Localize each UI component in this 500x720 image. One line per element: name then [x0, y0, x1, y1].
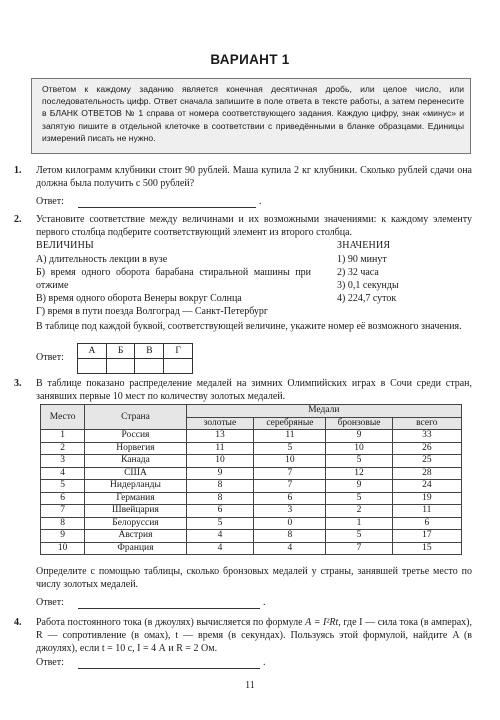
cell-bronze: 5 [326, 455, 392, 468]
task1-number: 1. [14, 165, 22, 176]
instructions-box: Ответом к каждому заданию является конечная десятичная дробь, или целое число, или последовательность цифр. Ответ сначала запишите в поле ответа в тексте работы, а затем перенесите в БЛАНК ОТВЕТОВ № 1 справа от номера соответствующего задания. Каждую цифру, знак «минус» и запятую пишите в отдельной клеточке в соответствии с приведёнными в бланке образцами. Единицы измерений писать не нужно. [31, 78, 471, 154]
cell-silver: 3 [254, 505, 326, 518]
cell-total: 19 [392, 492, 461, 505]
table-row [41, 455, 462, 468]
task3-answer-field[interactable] [78, 608, 260, 609]
table-row [41, 442, 462, 455]
task2-answer-label: Ответ: [36, 352, 64, 363]
cell-bronze: 10 [326, 442, 392, 455]
cell-silver: 7 [254, 480, 326, 493]
cell-bronze: 5 [326, 530, 392, 543]
cell-silver: 5 [254, 442, 326, 455]
cell-total: 15 [392, 542, 461, 555]
cell-gold: 10 [186, 455, 254, 468]
task4-answer-field[interactable] [78, 668, 260, 669]
cell-country: США [85, 467, 186, 480]
task2-number: 2. [14, 214, 22, 225]
table-row [41, 530, 462, 543]
cell-country: Нидерланды [85, 480, 186, 493]
medal-table [40, 404, 462, 555]
cell-gold: 6 [186, 505, 254, 518]
task4-number: 4. [14, 617, 22, 628]
cell-gold: 11 [186, 442, 254, 455]
grid-letter-g: Г [164, 344, 193, 359]
cell-country: Белоруссия [85, 517, 186, 530]
task1-text: Летом килограмм клубники стоит 90 рублей. Маша купила 2 кг клубники. Сколько рублей сдачи она должна была получить с 500 рублей? [36, 165, 472, 189]
task1-answer-field[interactable] [78, 207, 256, 208]
variant-title: ВАРИАНТ 1 [210, 52, 290, 67]
page-number: 11 [245, 680, 255, 691]
cell-gold: 8 [186, 492, 254, 505]
cell-total: 24 [392, 480, 461, 493]
task1-answer-dot: . [259, 196, 262, 207]
cell-gold: 9 [186, 467, 254, 480]
task3-answer-dot: . [263, 597, 266, 608]
cell-place: 8 [41, 517, 85, 530]
table-row [41, 517, 462, 530]
task2-note: В таблице под каждой буквой, соответствующей величине, укажите номер её возможного значения. [36, 321, 462, 332]
task3-text: В таблице показано распределение медалей на зимних Олимпийских играх в Сочи среди стран, занявших первые 10 мест по количеству золотых медалей. [36, 378, 472, 402]
value-item-2: 2) 32 часа [337, 267, 379, 278]
table-row [41, 480, 462, 493]
task4-answer-label: Ответ: [36, 657, 64, 668]
header-place: Место [41, 405, 85, 430]
task4-text-a: Работа постоянного тока (в джоулях) вычисляется по формуле [36, 617, 303, 628]
cell-country: Канада [85, 455, 186, 468]
task3-number: 3. [14, 378, 22, 389]
grid-letter-v: В [135, 344, 164, 359]
cell-country: Россия [85, 430, 186, 443]
cell-silver: 6 [254, 492, 326, 505]
cell-country: Германия [85, 492, 186, 505]
table-row [41, 505, 462, 518]
cell-country: Швейцария [85, 505, 186, 518]
task3-answer-label: Ответ: [36, 597, 64, 608]
cell-gold: 4 [186, 542, 254, 555]
quantity-item-b: Б) время одного оборота барабана стиральной машины при отжиме [36, 267, 311, 291]
header-silver: серебряные [254, 417, 326, 430]
grid-answer-cell[interactable] [135, 359, 164, 374]
task4-formula: A = I²Rt [305, 617, 339, 628]
cell-total: 28 [392, 467, 461, 480]
cell-silver: 0 [254, 517, 326, 530]
cell-silver: 11 [254, 430, 326, 443]
cell-gold: 8 [186, 480, 254, 493]
table-row [41, 467, 462, 480]
grid-answer-cell[interactable] [78, 359, 107, 374]
cell-place: 1 [41, 430, 85, 443]
cell-total: 33 [392, 430, 461, 443]
cell-total: 25 [392, 455, 461, 468]
quantity-item-v: В) время одного оборота Венеры вокруг Солнца [36, 293, 242, 304]
table-row [41, 492, 462, 505]
cell-bronze: 5 [326, 492, 392, 505]
cell-bronze: 9 [326, 430, 392, 443]
header-country: Страна [85, 405, 186, 430]
task2-text: Установите соответствие между величинами и их возможными значениями: к каждому элементу первого столбца подберите соответствующий элемент из второго столбца. [36, 214, 472, 238]
cell-bronze: 2 [326, 505, 392, 518]
cell-silver: 4 [254, 542, 326, 555]
grid-letter-b: Б [106, 344, 135, 359]
cell-place: 5 [41, 480, 85, 493]
cell-bronze: 7 [326, 542, 392, 555]
task1-answer-label: Ответ: [36, 196, 64, 207]
cell-bronze: 12 [326, 467, 392, 480]
cell-place: 7 [41, 505, 85, 518]
task4-text-b: , где I — сила тока (в амперах), R — сопротивление (в омах), t — время (в секундах). Пользуясь этой формулой, найдите A (в джоулях), если t = 10 с, I = 4 А и R = 2 Ом. [36, 617, 473, 654]
header-bronze: бронзовые [326, 417, 392, 430]
table-row [41, 430, 462, 443]
cell-country: Норвегия [85, 442, 186, 455]
value-item-3: 3) 0,1 секунды [337, 280, 399, 291]
value-item-4: 4) 224,7 суток [337, 293, 397, 304]
task3-question: Определите с помощью таблицы, сколько бронзовых медалей у страны, занявшей третье место по числу золотых медалей. [36, 566, 472, 590]
header-total: всего [392, 417, 461, 430]
value-item-1: 1) 90 минут [337, 254, 387, 265]
cell-bronze: 9 [326, 480, 392, 493]
cell-silver: 10 [254, 455, 326, 468]
cell-place: 10 [41, 542, 85, 555]
cell-total: 26 [392, 442, 461, 455]
table-row [41, 542, 462, 555]
task4-answer-dot: . [263, 657, 266, 668]
cell-place: 6 [41, 492, 85, 505]
cell-bronze: 1 [326, 517, 392, 530]
cell-place: 2 [41, 442, 85, 455]
cell-country: Франция [85, 542, 186, 555]
cell-gold: 4 [186, 530, 254, 543]
grid-letter-a: А [78, 344, 107, 359]
cell-silver: 7 [254, 467, 326, 480]
cell-gold: 5 [186, 517, 254, 530]
cell-place: 4 [41, 467, 85, 480]
cell-country: Австрия [85, 530, 186, 543]
task2-answer-grid [77, 343, 193, 374]
quantity-item-a: А) длительность лекции в вузе [36, 254, 168, 265]
grid-answer-cell[interactable] [164, 359, 193, 374]
cell-total: 6 [392, 517, 461, 530]
quantities-header: ВЕЛИЧИНЫ [36, 240, 94, 251]
cell-place: 9 [41, 530, 85, 543]
cell-place: 3 [41, 455, 85, 468]
header-gold: золотые [186, 417, 254, 430]
values-header: ЗНАЧЕНИЯ [337, 240, 391, 251]
cell-total: 11 [392, 505, 461, 518]
grid-answer-cell[interactable] [106, 359, 135, 374]
cell-gold: 13 [186, 430, 254, 443]
quantity-item-g: Г) время в пути поезда Волгоград — Санкт-Петербург [36, 306, 268, 317]
cell-total: 17 [392, 530, 461, 543]
cell-silver: 8 [254, 530, 326, 543]
task4-text [36, 616, 472, 655]
header-medals: Медали [186, 405, 461, 418]
